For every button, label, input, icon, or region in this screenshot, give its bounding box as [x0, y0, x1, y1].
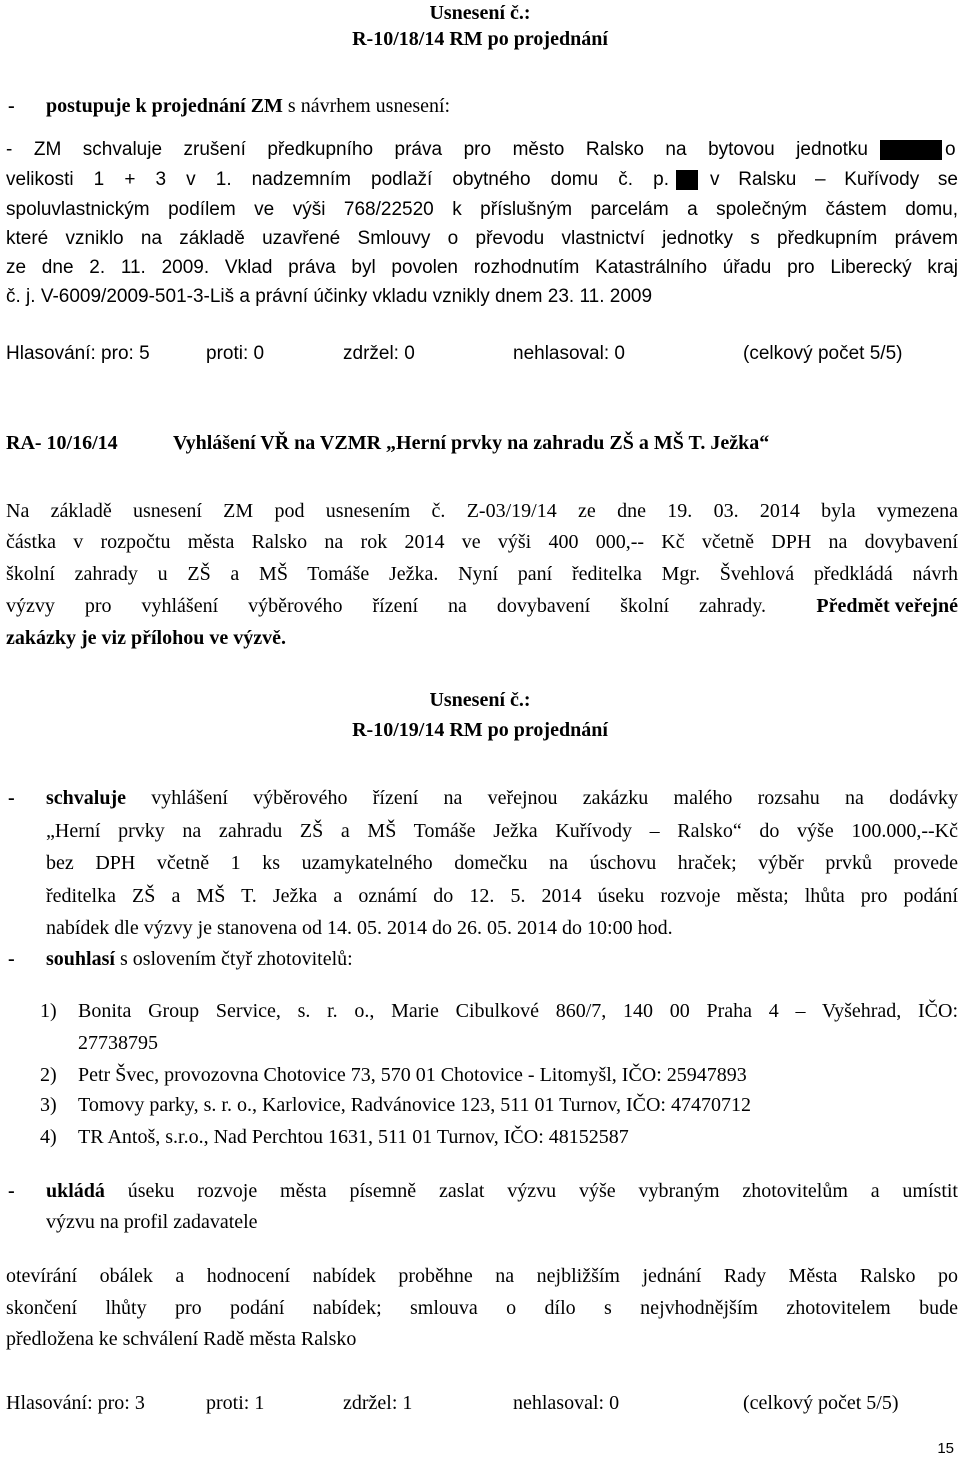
- zm-line: - ZM schvaluje zrušení předkupního práva pro město Ralsko na bytovou jednotku: [6, 139, 868, 160]
- desc-line: zakázky je viz přílohou ve výzvě.: [6, 627, 286, 649]
- zm-line: velikosti 1 + 3 v 1. nadzemním podlaží obytného domu č. p.: [6, 169, 669, 190]
- approve-line: schvaluje vyhlášení výběrového řízení na veřejnou zakázku malého rozsahu na dodávky: [46, 787, 958, 809]
- zm-line: které vzniklo na základě uzavřené Smlouvy o převodu vlastnictví jednotky s předkupním právem: [6, 228, 958, 249]
- vote-total: (celkový počet 5/5): [743, 1392, 899, 1414]
- desc-line: školní zahrady u ZŠ a MŠ Tomáše Ježka. Nyní paní ředitelka Mgr. Švehlová předkládá návrh: [6, 563, 958, 585]
- bullet-dash: -: [8, 787, 15, 809]
- resolution-number: R-10/18/14 RM po projednání: [352, 28, 608, 50]
- contractor-item: Tomovy parky, s. r. o., Karlovice, Radvánovice 123, 511 01 Turnov, IČO: 47470712: [78, 1094, 751, 1116]
- zm-line: ze dne 2. 11. 2009. Vklad práva byl povolen rozhodnutím Katastrálního úřadu pro Liberecký kraj: [6, 257, 958, 278]
- vote-abstain: zdržel: 1: [343, 1392, 413, 1414]
- page-number: 15: [937, 1440, 954, 1457]
- zm-line-end: o: [945, 139, 956, 160]
- contractor-item: Petr Švec, provozovna Chotovice 73, 570 01 Chotovice - Litomyšl, IČO: 25947893: [78, 1064, 747, 1086]
- approve-line: „Herní prvky na zahradu ZŠ a MŠ Tomáše Ježka Kuřívody – Ralsko“ do výše 100.000,--Kč: [46, 820, 958, 842]
- agree-line: souhlasí s oslovením čtyř zhotovitelů:: [46, 948, 353, 970]
- zm-line: v Ralsku – Kuřívody se: [710, 169, 958, 190]
- redaction-box: [676, 170, 698, 190]
- contractor-item: TR Antoš, s.r.o., Nad Perchtou 1631, 511 01 Turnov, IČO: 48152587: [78, 1126, 629, 1148]
- item-code: RA- 10/16/14: [6, 432, 118, 454]
- vote-result: [6, 1392, 938, 1416]
- contractor-number: 2): [40, 1064, 57, 1086]
- forward-to-council: [46, 95, 450, 118]
- instruct-line: ukládá úseku rozvoje města písemně zaslat výzvu výše vybraným zhotovitelům a umístit: [46, 1180, 958, 1202]
- contractor-number: 3): [40, 1094, 57, 1116]
- forward-label: postupuje k projednání ZM: [46, 95, 283, 117]
- contractor-number: 4): [40, 1126, 57, 1148]
- zm-line: spoluvlastnickým podílem ve výši 768/22520 k příslušným parcelám a společným částem domu,: [6, 199, 958, 220]
- final-line: předložena ke schválení Radě města Ralsko: [6, 1328, 357, 1350]
- contractor-number: 1): [40, 1000, 57, 1022]
- bullet-dash: -: [8, 1180, 15, 1202]
- bullet-dash: -: [8, 948, 15, 970]
- contractor-item: Bonita Group Service, s. r. o., Marie Cibulkové 860/7, 140 00 Praha 4 – Vyšehrad, IČO:: [78, 1000, 958, 1022]
- zm-line: č. j. V-6009/2009-501-3-Liš a právní účinky vkladu vznikly dnem 23. 11. 2009: [6, 286, 653, 307]
- vote-for: Hlasování: pro: 3: [6, 1392, 145, 1414]
- desc-line: Na základě usnesení ZM pod usnesením č. Z-03/19/14 ze dne 19. 03. 2014 byla vymezena: [6, 500, 958, 522]
- contractor-item-cont: 27738795: [78, 1032, 158, 1054]
- item-title: Vyhlášení VŘ na VZMR „Herní prvky na zahradu ZŠ a MŠ T. Ježka“: [173, 432, 770, 454]
- vote-for: Hlasování: pro: 5: [6, 343, 150, 364]
- vote-against: proti: 1: [206, 1392, 265, 1414]
- approve-line: ředitelka ZŠ a MŠ T. Ježka a oznámí do 12. 5. 2014 úseku rozvoje města; lhůta pro podání: [46, 885, 958, 907]
- vote-not-voted: nehlasoval: 0: [513, 343, 625, 364]
- resolution-heading: Usnesení č.:: [429, 689, 531, 711]
- vote-against: proti: 0: [206, 343, 265, 364]
- desc-line: částka v rozpočtu města Ralsko na rok 2014 ve výši 400 000,-- Kč včetně DPH na dovybavení: [6, 531, 958, 553]
- approve-line: bez DPH včetně 1 ks uzamykatelného domečku na úschovu hraček; výběr prvků provede: [46, 852, 958, 874]
- vote-abstain: zdržel: 0: [343, 343, 415, 364]
- final-line: skončení lhůty pro podání nabídek; smlouva o dílo s nejvhodnějším zhotovitelem bude: [6, 1297, 958, 1319]
- resolution-number: R-10/19/14 RM po projednání: [352, 719, 608, 741]
- vote-total: (celkový počet 5/5): [743, 343, 903, 364]
- redaction-box: [880, 140, 942, 160]
- instruct-line: výzvu na profil zadavatele: [46, 1211, 258, 1233]
- resolution-heading: Usnesení č.:: [429, 2, 531, 24]
- vote-result: [6, 343, 938, 367]
- approve-line: nabídek dle výzvy je stanovena od 14. 05. 2014 do 26. 05. 2014 do 10:00 hod.: [46, 917, 673, 939]
- bullet-dash: -: [8, 95, 15, 117]
- vote-not-voted: nehlasoval: 0: [513, 1392, 620, 1414]
- final-line: otevírání obálek a hodnocení nabídek proběhne na nejbližším jednání Rady Města Ralsko po: [6, 1265, 958, 1287]
- forward-rest: s návrhem usnesení:: [282, 95, 451, 117]
